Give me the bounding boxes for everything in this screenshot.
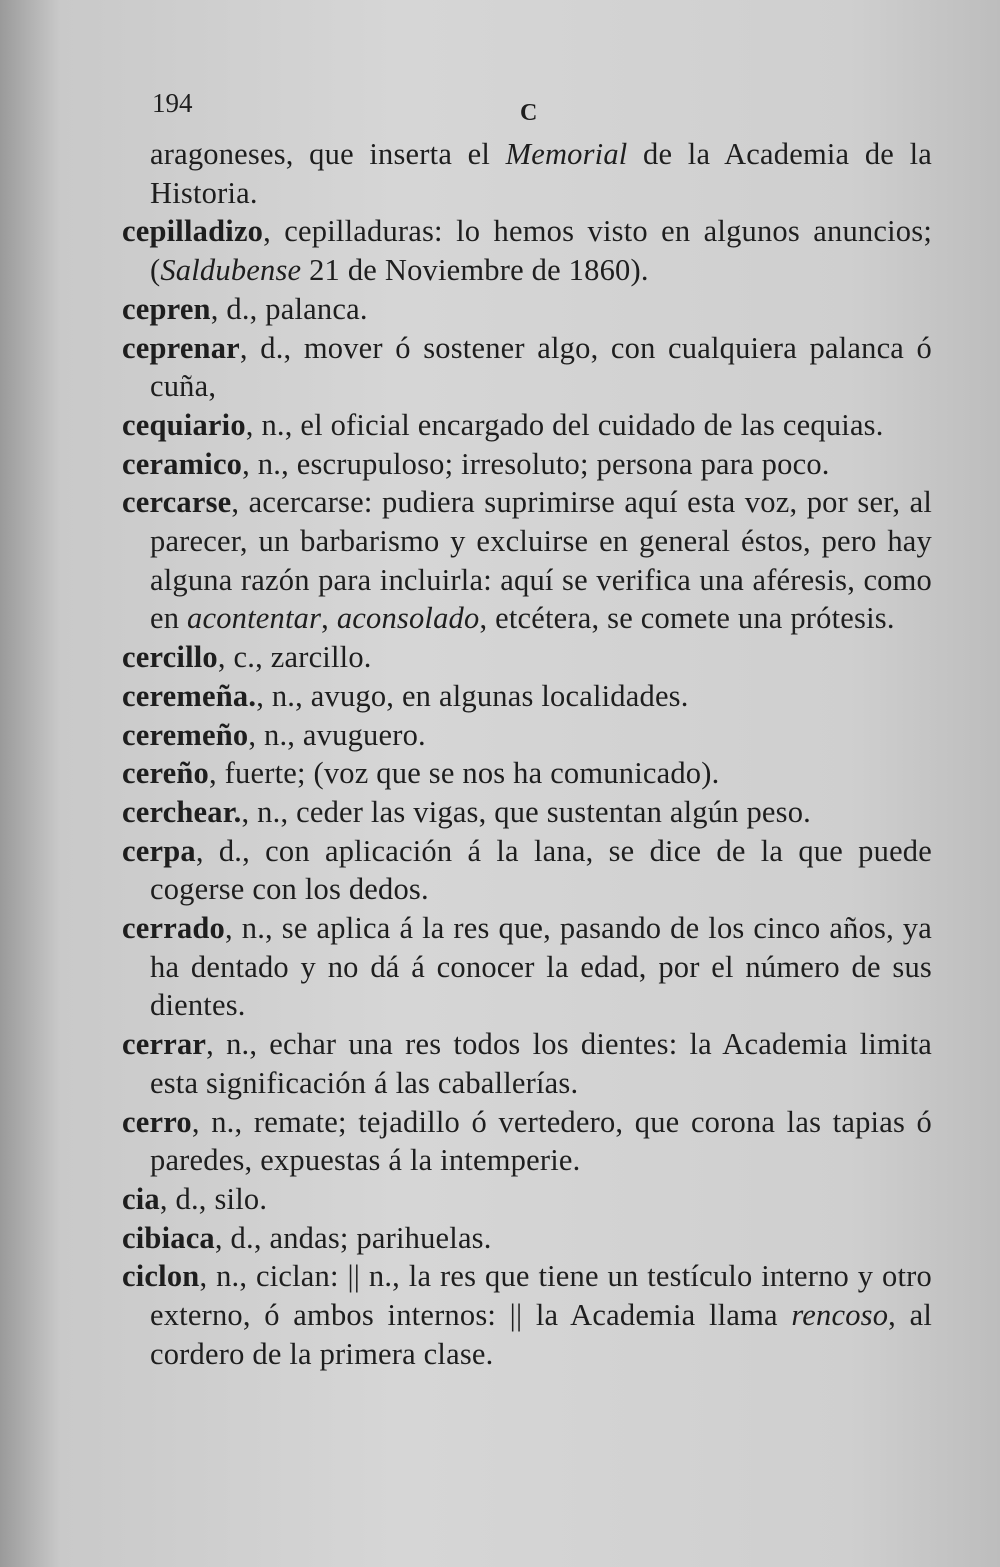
dictionary-entry: [122, 445, 932, 484]
dictionary-entry: [122, 1219, 932, 1258]
entry-headword: ceramico: [122, 446, 243, 481]
page-number: 194: [152, 88, 193, 118]
page-header: [152, 88, 930, 128]
definition-text: , n., ciclan: || n., la res que tiene un testículo interno y otro externo, ó ambos internos: || la Academia llama: [150, 1259, 932, 1333]
entry-headword: cerchear.: [122, 794, 242, 829]
dictionary-entry: [122, 793, 932, 832]
entry-headword: cerro: [122, 1104, 192, 1139]
definition-text: , d., palanca.: [210, 291, 368, 326]
entry-headword: cia: [122, 1181, 160, 1216]
definition-text: 21 de Noviembre de 1860).: [301, 253, 649, 288]
dictionary-entry: [122, 638, 932, 677]
entry-headword: cepilladizo: [122, 214, 264, 249]
entry-headword: ceremeña.: [122, 678, 257, 713]
definition-text: , d., con aplicación á la lana, se dice de la que puede cogerse con los dedos.: [150, 833, 932, 907]
definition-text: , fuerte; (voz que se nos ha comunicado).: [209, 756, 720, 791]
italic-term: Memorial: [505, 137, 628, 171]
italic-term: aconsolado: [336, 601, 480, 636]
entry-headword: ceremeño: [122, 717, 249, 752]
dictionary-entry: [122, 754, 932, 793]
dictionary-entry: [122, 909, 932, 1025]
entry-headword: cerpa: [122, 833, 196, 868]
dictionary-entry: [122, 290, 932, 329]
dictionary-entry: [122, 716, 932, 755]
dictionary-body: [122, 135, 932, 1374]
definition-text: , etcétera, se comete una prótesis.: [479, 601, 895, 636]
definition-text: , c., zarcillo.: [217, 640, 372, 675]
entry-headword: cequiario: [122, 407, 246, 442]
entry-list: [122, 212, 932, 1373]
dictionary-entry: [122, 1180, 932, 1219]
definition-text: de la Academia de la Historia.: [150, 137, 932, 210]
dictionary-entry: [122, 1257, 932, 1373]
definition-text: , n., avugo, en algunas localidades.: [256, 678, 689, 713]
definition-text: , n., echar una res todos los dientes: la Academia limita esta significación á las caballerías.: [150, 1027, 932, 1100]
entry-headword: cibiaca: [122, 1220, 215, 1255]
definition-text: aragoneses, que inserta el: [150, 137, 506, 171]
definition-text: , n., ceder las vigas, que sustentan algún peso.: [241, 794, 811, 829]
entry-headword: cerrado: [122, 911, 226, 946]
entry-headword: cercillo: [122, 640, 218, 675]
dictionary-entry: [122, 406, 932, 445]
entry-headword: cerrar: [122, 1027, 207, 1062]
italic-term: Saldubense: [160, 253, 302, 288]
definition-text: , d., silo.: [159, 1181, 268, 1216]
dictionary-entry: [122, 677, 932, 716]
italic-term: acontentar: [187, 601, 322, 636]
definition-text: , n., el oficial encargado del cuidado de las cequias.: [245, 407, 884, 442]
definition-text: , n., remate; tejadillo ó vertedero, que corona las tapias ó paredes, expuestas á la intemperie.: [150, 1104, 932, 1178]
definition-text: , acercarse: pudiera suprimirse aquí esta voz, por ser, al parecer, un barbarismo y excluirse en general éstos, pero hay alguna razón para incluirla: aquí se verifica una aféresis, como en: [150, 485, 932, 636]
entry-headword: ceprenar: [122, 330, 240, 365]
definition-text: , d., mover ó sostener algo, con cualquiera palanca ó cuña,: [150, 330, 932, 404]
definition-text: , al cordero de la primera clase.: [150, 1298, 932, 1371]
dictionary-entry: [122, 832, 932, 909]
definition-text: , n., se aplica á la res que, pasando de los cinco años, ya ha dentado y no dá á conocer la edad, por el número de sus dientes.: [150, 911, 932, 1023]
entry-headword: ciclon: [122, 1259, 200, 1294]
definition-text: , n., avuguero.: [248, 717, 426, 752]
dictionary-entry: [122, 483, 932, 638]
italic-term: rencoso: [791, 1298, 889, 1333]
entry-headword: cercarse: [122, 485, 232, 520]
dictionary-entry: [122, 1103, 932, 1180]
definition-text: , n., escrupuloso; irresoluto; persona para poco.: [242, 446, 830, 481]
dictionary-entry: [122, 212, 932, 289]
section-letter: C: [520, 100, 538, 126]
dictionary-entry: [122, 1025, 932, 1102]
entry-headword: cepren: [122, 291, 211, 326]
entry-headword: cereño: [122, 756, 210, 791]
dictionary-entry: [122, 329, 932, 406]
continuation-paragraph: [122, 135, 932, 212]
definition-text: , cepilladuras: lo hemos visto en algunos anuncios; (: [150, 214, 932, 288]
definition-text: , d., andas; parihuelas.: [214, 1220, 492, 1255]
definition-text: ,: [321, 601, 337, 636]
